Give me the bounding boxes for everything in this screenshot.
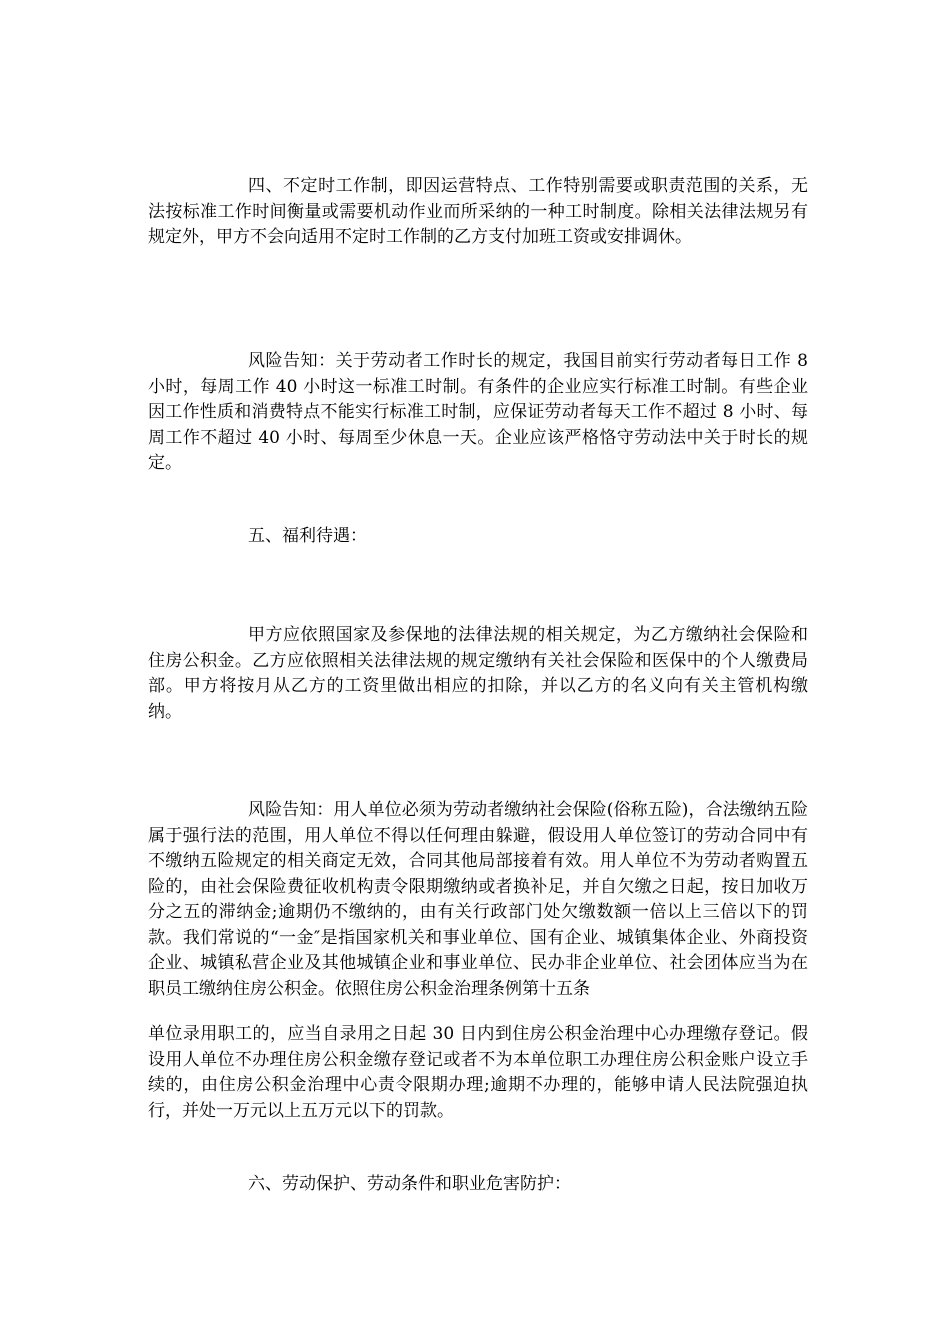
welfare-paragraph: 甲方应依照国家及参保地的法律法规的相关规定，为乙方缴纳社会保险和住房公积金。乙方应依照相关法律法规的规定缴纳有关社会保险和医保中的个人缴费局部。甲方将按月从乙方的工资里做出相应的扣除，并以乙方的名义向有关主管机构缴纳。 <box>148 625 808 722</box>
risk-notice-social-insurance: 风险告知：用人单位必须为劳动者缴纳社会保险(俗称五险)，合法缴纳五险属于强行法的范围，用人单位不得以任何理由躲避，假设用人单位签订的劳动合同中有不缴纳五险规定的相关商定无效，合同其他局部接着有效。用人单位不为劳动者购置五险的，由社会保险费征收机构责令限期缴纳或者换补足，并自欠缴之日起，按日加收万分之五的滞纳金;逾期仍不缴纳的，由有关行政部门处欠缴数额一倍以上三倍以下的罚款。我们常说的“一金″是指国家机关和事业单位、国有企业、城镇集体企业、外商投资企业、城镇私营企业及其他城镇企业和事业单位、民办非企业单位、社会团体应当为在职员工缴纳住房公积金。依照住房公积金治理条例第十五条 <box>148 800 808 999</box>
section-five-heading: 五、福利待遇： <box>248 526 367 546</box>
risk-notice-housing-fund-continued: 单位录用职工的，应当自录用之日起 30 日内到住房公积金治理中心办理缴存登记。假设用人单位不办理住房公积金缴存登记或者不为本单位职工办理住房公积金账户设立手续的，由住房公积金治理中心责令限期办理;逾期不办理的，能够申请人民法院强迫执行，并处一万元以上五万元以下的罚款。 <box>148 1024 808 1121</box>
section-six-heading: 六、劳动保护、劳动条件和职业危害防护： <box>248 1174 571 1194</box>
risk-notice-working-hours: 风险告知：关于劳动者工作时长的规定，我国目前实行劳动者每日工作 8 小时，每周工作 40 小时这一标准工时制。有条件的企业应实行标准工时制。有些企业因工作性质和消费特点不能实行标准工时制，应保证劳动者每天工作不超过 8 小时、每周工作不超过 40 小时、每周至少休息一天。企业应该严格恪守劳动法中关于时长的规定。 <box>148 351 808 473</box>
clause-four-paragraph: 四、不定时工作制，即因运营特点、工作特别需要或职责范围的关系，无法按标准工作时间衡量或需要机动作业而所采纳的一种工时制度。除相关法律法规另有规定外，甲方不会向适用不定时工作制的乙方支付加班工资或安排调休。 <box>148 176 808 247</box>
